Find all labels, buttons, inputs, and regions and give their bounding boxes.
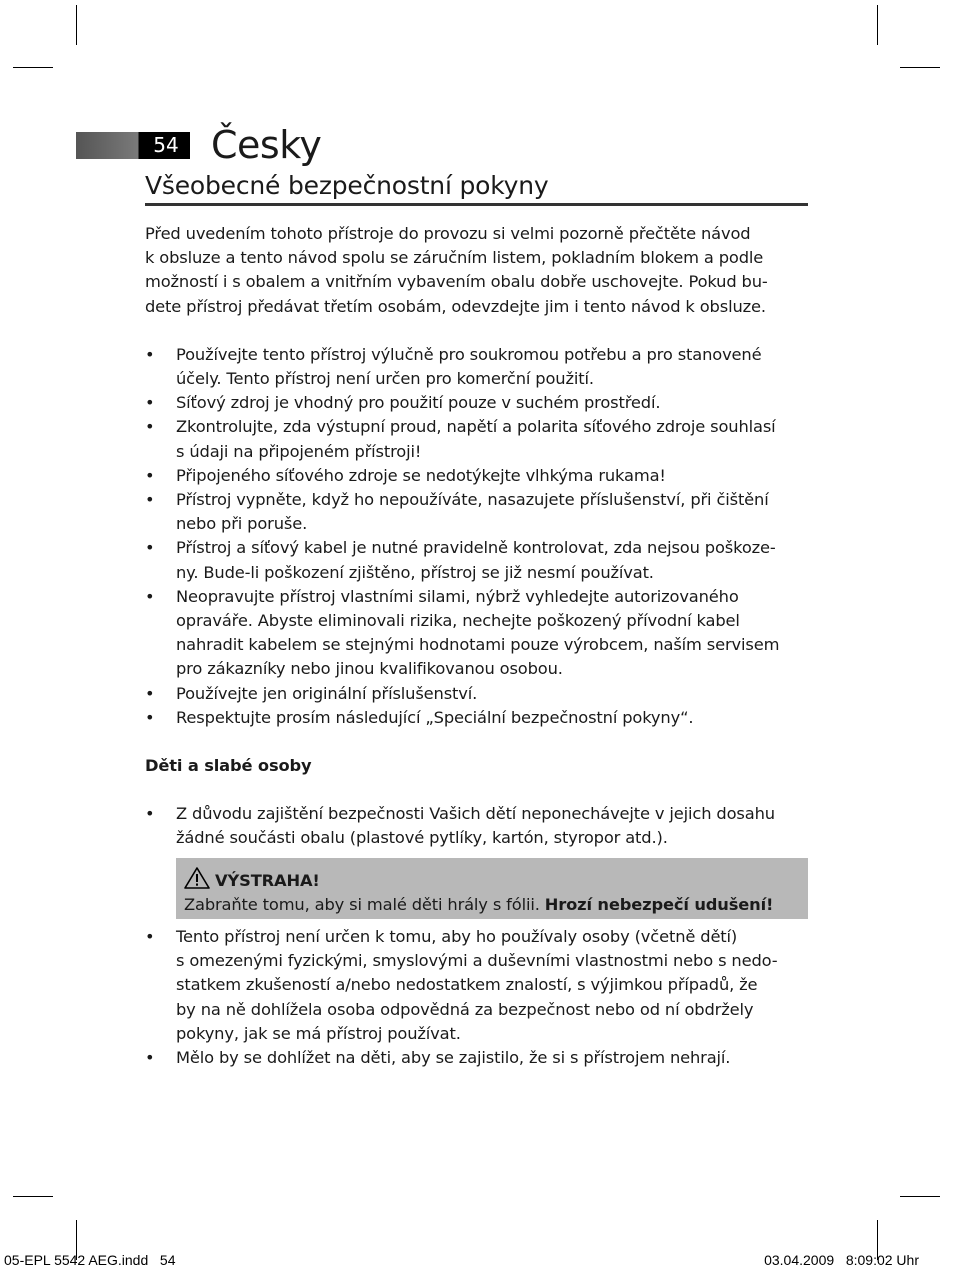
- list-item-line: Používejte tento přístroj výlučně pro soukromou potřebu a pro stanovené: [176, 344, 762, 364]
- list-item-line: žádné součásti obalu (plastové pytlíky, kartón, styropor atd.).: [176, 828, 668, 848]
- warning-body: Zabraňte tomu, aby si malé děti hrály s fólii.: [184, 894, 545, 914]
- list-item-line: pro zákazníky nebo jinou kvalifikovanou osobou.: [176, 659, 563, 679]
- crop-mark: [13, 1196, 53, 1197]
- list-item-line: účely. Tento přístroj není určen pro komerční použití.: [176, 369, 594, 389]
- list-item: [145, 585, 808, 682]
- list-item-line: Přístroj a síťový kabel je nutné pravidelně kontrolovat, zda nejsou poškoze-: [176, 538, 776, 558]
- list-item-line: Používejte jen originální příslušenství.: [176, 683, 478, 703]
- crop-mark: [900, 67, 940, 68]
- bullet-dot: •: [145, 538, 155, 558]
- crop-mark: [13, 67, 53, 68]
- list-item-line: by na ně dohlížela osoba odpovědná za bezpečnost nebo od ní obdržely: [176, 999, 754, 1019]
- list-item-line: Zkontrolujte, zda výstupní proud, napětí a polarita síťového zdroje souhlasí: [176, 417, 776, 437]
- children-bullet-list-2: [145, 925, 808, 1070]
- intro-line: možností i s obalem a vnitřním vybavením obalu dobře uschovejte. Pokud bu-: [145, 272, 768, 292]
- bullet-dot: •: [145, 927, 155, 947]
- list-item-line: Připojeného síťového zdroje se nedotýkejte vlhkýma rukama!: [176, 465, 666, 485]
- section-rule: [145, 203, 808, 206]
- bullet-dot: •: [145, 344, 155, 364]
- bullet-dot: •: [145, 417, 155, 437]
- bullet-dot: •: [145, 707, 155, 727]
- bullet-dot: •: [145, 465, 155, 485]
- bullet-dot: •: [145, 1048, 155, 1068]
- warning-title: VÝSTRAHA!: [215, 870, 320, 890]
- list-item: [145, 343, 808, 391]
- intro-paragraph: [145, 222, 808, 319]
- list-item-line: nahradit kabelem se stejnými hodnotami pouze výrobcem, naším servisem: [176, 635, 780, 655]
- warning-text: [184, 893, 800, 917]
- language-title: Česky: [211, 123, 322, 167]
- list-item-line: s údaji na připojeném přístroji!: [176, 441, 422, 461]
- list-item-line: statkem zkušeností a/nebo nedostatkem znalostí, s výjimkou případů, že: [176, 975, 758, 995]
- page-number: 54: [142, 132, 190, 159]
- list-item: [145, 802, 808, 850]
- warning-box: [176, 858, 808, 919]
- list-item-line: Neopravujte přístroj vlastními silami, nýbrž vyhledejte autorizovaného: [176, 586, 739, 606]
- list-item-line: s omezenými fyzickými, smyslovými a duševními vlastnostmi nebo s nedo-: [176, 951, 778, 971]
- list-item: [145, 391, 808, 415]
- bullet-dot: •: [145, 393, 155, 413]
- list-item-line: ny. Bude-li poškození zjištěno, přístroj se již nesmí používat.: [176, 562, 654, 582]
- list-item: [145, 1046, 808, 1070]
- section-title: Všeobecné bezpečnostní pokyny: [145, 171, 549, 200]
- list-item-line: Tento přístroj není určen k tomu, aby ho používaly osoby (včetně dětí): [176, 927, 738, 947]
- list-item-line: pokyny, jak se má přístroj používat.: [176, 1023, 461, 1043]
- safety-bullet-list: [145, 343, 808, 730]
- content: [145, 222, 808, 1070]
- list-item: [145, 488, 808, 536]
- bullet-dot: •: [145, 490, 155, 510]
- list-item-line: nebo při poruše.: [176, 514, 308, 534]
- list-item-line: Přístroj vypněte, když ho nepoužíváte, nasazujete příslušenství, při čištění: [176, 490, 769, 510]
- footer-timestamp: 03.04.2009 8:09:02 Uhr: [764, 1252, 919, 1268]
- list-item-line: Respektujte prosím následující „Speciální bezpečnostní pokyny“.: [176, 707, 694, 727]
- children-heading: Děti a slabé osoby: [145, 756, 312, 776]
- bullet-dot: •: [145, 804, 155, 824]
- intro-line: k obsluze a tento návod spolu se záručním listem, pokladním blokem a podle: [145, 248, 764, 268]
- list-item-line: Mělo by se dohlížet na děti, aby se zajistilo, že si s přístrojem nehrají.: [176, 1048, 731, 1068]
- list-item: [145, 706, 808, 730]
- footer-file: 05-EPL 5542 AEG.indd 54: [4, 1252, 176, 1268]
- warning-triangle-icon: [184, 867, 210, 889]
- list-item-line: Síťový zdroj je vhodný pro použití pouze v suchém prostředí.: [176, 393, 661, 413]
- list-item: [145, 415, 808, 463]
- list-item: [145, 925, 808, 1046]
- crop-mark: [76, 5, 77, 45]
- list-item: [145, 464, 808, 488]
- list-item-line: opraváře. Abyste eliminovali rizika, nechejte poškozený přívodní kabel: [176, 611, 740, 631]
- intro-line: Před uvedením tohoto přístroje do provozu si velmi pozorně přečtěte návod: [145, 224, 751, 243]
- crop-mark: [900, 1196, 940, 1197]
- warning-header: [184, 867, 800, 893]
- crop-mark: [877, 5, 878, 45]
- bullet-dot: •: [145, 586, 155, 606]
- list-item-line: Z důvodu zajištění bezpečnosti Vašich dětí neponechávejte v jejich dosahu: [176, 804, 775, 824]
- intro-line: dete přístroj předávat třetím osobám, odevzdejte jim i tento návod k obsluze.: [145, 296, 766, 316]
- list-item: [145, 682, 808, 706]
- list-item: [145, 536, 808, 584]
- children-bullet-list: [145, 802, 808, 850]
- bullet-dot: •: [145, 683, 155, 703]
- warning-emphasis: Hrozí nebezpečí udušení!: [544, 894, 774, 914]
